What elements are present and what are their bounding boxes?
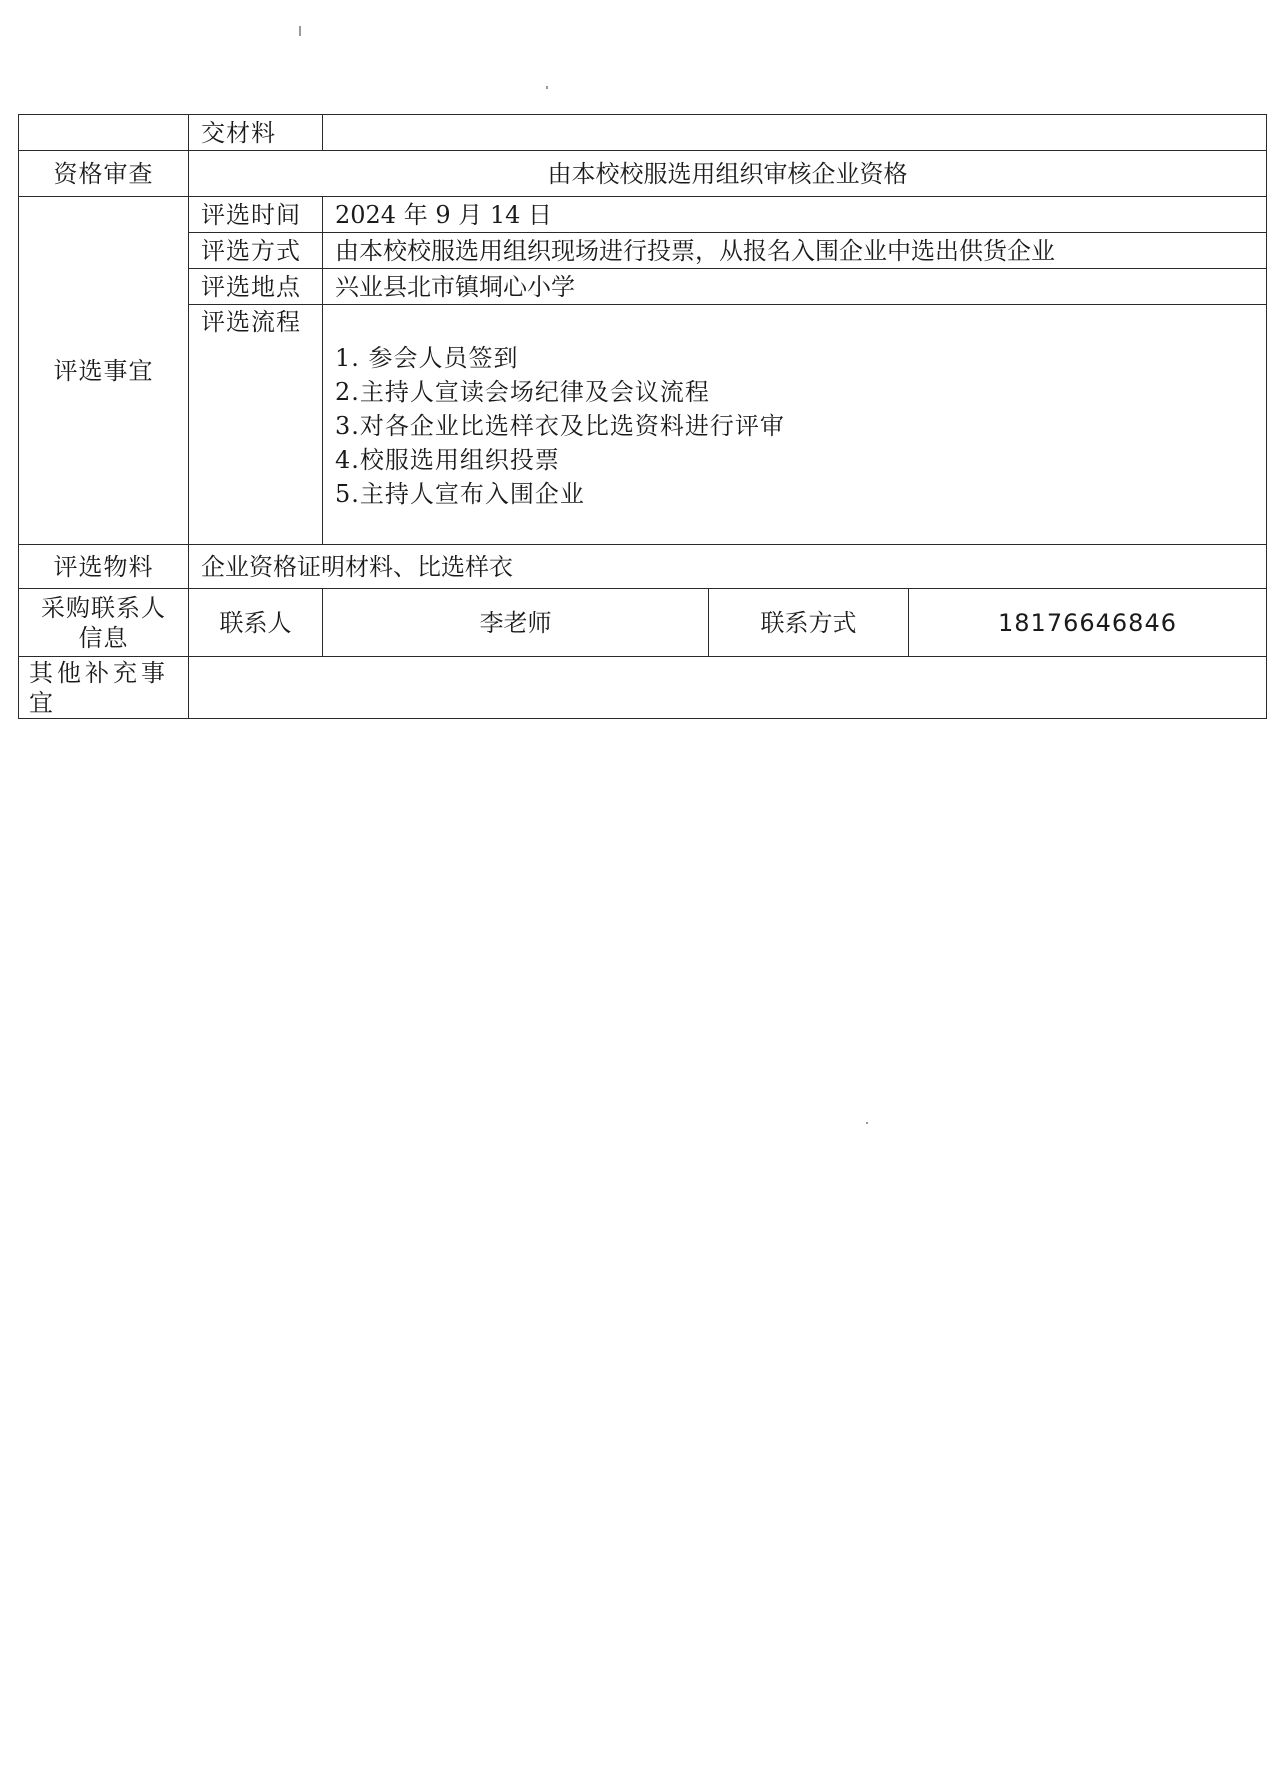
selection-method-label: 评选方式 xyxy=(189,233,323,269)
table-row-contact xyxy=(19,589,1267,657)
scan-speck xyxy=(546,86,548,89)
process-step: 1. 参会人员签到 xyxy=(335,343,519,372)
selection-process-value xyxy=(323,305,1267,545)
table-row-selection-place xyxy=(19,269,1267,305)
table-row-other xyxy=(19,657,1267,719)
selection-place-value: 兴业县北市镇垌心小学 xyxy=(323,269,1267,305)
process-step: 4.校服选用组织投票 xyxy=(335,445,560,474)
materials-sublabel: 交材料 xyxy=(189,115,323,151)
table-row-selection-process xyxy=(19,305,1267,545)
selection-time-label: 评选时间 xyxy=(189,197,323,233)
process-step: 5.主持人宣布入围企业 xyxy=(335,479,585,508)
table-row-materials xyxy=(19,115,1267,151)
qualification-label: 资格审查 xyxy=(19,151,189,197)
empty-cell xyxy=(19,115,189,151)
supplies-label: 评选物料 xyxy=(19,545,189,589)
qualification-value: 由本校校服选用组织审核企业资格 xyxy=(189,151,1267,197)
scan-speck xyxy=(299,26,301,36)
process-step: 2.主持人宣读会场纪律及会议流程 xyxy=(335,377,710,406)
selection-time-value: 2024 年 9 月 14 日 xyxy=(323,197,1267,233)
selection-label: 评选事宜 xyxy=(19,197,189,545)
contact-person-label: 联系人 xyxy=(189,589,323,657)
selection-place-label: 评选地点 xyxy=(189,269,323,305)
table-row-qualification xyxy=(19,151,1267,197)
table-row-selection-method xyxy=(19,233,1267,269)
table-row-supplies xyxy=(19,545,1267,589)
table-row-selection-time xyxy=(19,197,1267,233)
selection-info-table xyxy=(18,114,1267,719)
process-steps-list xyxy=(335,313,1254,537)
process-step: 3.对各企业比选样衣及比选资料进行评审 xyxy=(335,411,785,440)
other-matters-label: 其他补充事宜 xyxy=(19,657,189,719)
contact-person-name: 李老师 xyxy=(323,589,709,657)
scan-speck xyxy=(866,1122,868,1124)
supplies-value: 企业资格证明材料、比选样衣 xyxy=(189,545,1267,589)
contact-method-label: 联系方式 xyxy=(709,589,909,657)
selection-method-value: 由本校校服选用组织现场进行投票，从报名入围企业中选出供货企业 xyxy=(323,233,1267,269)
other-matters-value xyxy=(189,657,1267,719)
materials-value xyxy=(323,115,1267,151)
contact-section-label: 采购联系人信息 xyxy=(19,589,189,657)
contact-phone: 18176646846 xyxy=(909,589,1267,657)
selection-process-label: 评选流程 xyxy=(189,305,323,545)
